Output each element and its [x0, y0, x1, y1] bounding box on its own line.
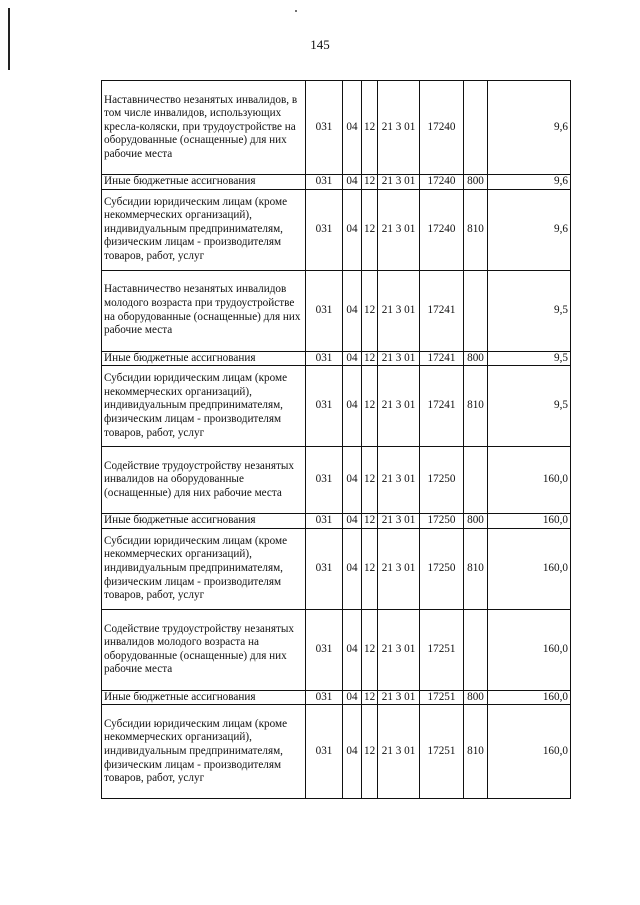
row-name-cell: Субсидии юридическим лицам (кроме некоммерческих организаций), индивидуальным предпринимателям, физическим лицам - производителям товаров, работ, услуг — [102, 528, 306, 609]
direction-code-cell: 17240 — [420, 175, 464, 190]
direction-code-cell: 17251 — [420, 609, 464, 690]
ministry-code-cell: 031 — [306, 609, 343, 690]
expense-type-cell: 810 — [464, 705, 488, 799]
expense-type-cell — [464, 270, 488, 351]
amount-cell: 9,6 — [488, 175, 571, 190]
table-row — [102, 81, 571, 175]
direction-code-cell: 17250 — [420, 528, 464, 609]
table-row — [102, 609, 571, 690]
section-code-cell: 04 — [343, 609, 362, 690]
amount-cell: 160,0 — [488, 705, 571, 799]
row-name-cell: Наставничество незанятых инвалидов, в том числе инвалидов, использующих кресла-коляски, при трудоустройстве на оборудованные (оснащенные) для них рабочие места — [102, 81, 306, 175]
section-code-cell: 04 — [343, 270, 362, 351]
expense-type-cell — [464, 609, 488, 690]
ministry-code-cell: 031 — [306, 189, 343, 270]
ministry-code-cell: 031 — [306, 528, 343, 609]
direction-code-cell: 17250 — [420, 514, 464, 529]
amount-cell: 160,0 — [488, 609, 571, 690]
direction-code-cell: 17240 — [420, 189, 464, 270]
amount-cell: 9,6 — [488, 81, 571, 175]
table-row — [102, 447, 571, 514]
page-number: 145 — [310, 37, 330, 52]
amount-cell: 160,0 — [488, 514, 571, 529]
program-code-cell: 21 3 01 — [378, 447, 420, 514]
section-code-cell: 04 — [343, 366, 362, 447]
section-code-cell: 04 — [343, 514, 362, 529]
row-name-cell: Наставничество незанятых инвалидов молодого возраста при трудоустройстве на оборудованные (оснащенные) для них рабочие места — [102, 270, 306, 351]
expense-type-cell: 810 — [464, 528, 488, 609]
ministry-code-cell: 031 — [306, 175, 343, 190]
expense-type-cell: 800 — [464, 351, 488, 366]
subsection-code-cell: 12 — [362, 705, 378, 799]
table-row — [102, 690, 571, 705]
subsection-code-cell: 12 — [362, 175, 378, 190]
subsection-code-cell: 12 — [362, 514, 378, 529]
program-code-cell: 21 3 01 — [378, 366, 420, 447]
expense-type-cell: 800 — [464, 690, 488, 705]
direction-code-cell: 17251 — [420, 705, 464, 799]
amount-cell: 160,0 — [488, 690, 571, 705]
amount-cell: 9,5 — [488, 270, 571, 351]
table-row — [102, 514, 571, 529]
row-name-cell: Содействие трудоустройству незанятых инвалидов молодого возраста на оборудованные (оснащенные) для них рабочие места — [102, 609, 306, 690]
subsection-code-cell: 12 — [362, 189, 378, 270]
direction-code-cell: 17250 — [420, 447, 464, 514]
row-name-cell: Субсидии юридическим лицам (кроме некоммерческих организаций), индивидуальным предпринимателям, физическим лицам - производителям товаров, работ, услуг — [102, 366, 306, 447]
program-code-cell: 21 3 01 — [378, 81, 420, 175]
subsection-code-cell: 12 — [362, 690, 378, 705]
program-code-cell: 21 3 01 — [378, 609, 420, 690]
ministry-code-cell: 031 — [306, 81, 343, 175]
program-code-cell: 21 3 01 — [378, 270, 420, 351]
row-name-cell: Содействие трудоустройству незанятых инвалидов на оборудованные (оснащенные) для них рабочие места — [102, 447, 306, 514]
direction-code-cell: 17241 — [420, 351, 464, 366]
section-code-cell: 04 — [343, 528, 362, 609]
amount-cell: 9,5 — [488, 351, 571, 366]
section-code-cell: 04 — [343, 690, 362, 705]
ministry-code-cell: 031 — [306, 351, 343, 366]
subsection-code-cell: 12 — [362, 81, 378, 175]
program-code-cell: 21 3 01 — [378, 175, 420, 190]
row-name-cell: Иные бюджетные ассигнования — [102, 175, 306, 190]
table-row — [102, 270, 571, 351]
subsection-code-cell: 12 — [362, 447, 378, 514]
direction-code-cell: 17240 — [420, 81, 464, 175]
ministry-code-cell: 031 — [306, 690, 343, 705]
direction-code-cell: 17241 — [420, 366, 464, 447]
ministry-code-cell: 031 — [306, 514, 343, 529]
program-code-cell: 21 3 01 — [378, 514, 420, 529]
row-name-cell: Иные бюджетные ассигнования — [102, 514, 306, 529]
row-name-cell: Субсидии юридическим лицам (кроме некоммерческих организаций), индивидуальным предпринимателям, физическим лицам - производителям товаров, работ, услуг — [102, 705, 306, 799]
section-code-cell: 04 — [343, 81, 362, 175]
direction-code-cell: 17251 — [420, 690, 464, 705]
section-code-cell: 04 — [343, 705, 362, 799]
section-code-cell: 04 — [343, 351, 362, 366]
ministry-code-cell: 031 — [306, 447, 343, 514]
subsection-code-cell: 12 — [362, 270, 378, 351]
program-code-cell: 21 3 01 — [378, 189, 420, 270]
scan-dust-dot — [295, 10, 297, 12]
subsection-code-cell: 12 — [362, 351, 378, 366]
expense-type-cell: 800 — [464, 175, 488, 190]
section-code-cell: 04 — [343, 175, 362, 190]
table-row — [102, 351, 571, 366]
table-row — [102, 528, 571, 609]
direction-code-cell: 17241 — [420, 270, 464, 351]
ministry-code-cell: 031 — [306, 270, 343, 351]
amount-cell: 9,5 — [488, 366, 571, 447]
expense-type-cell — [464, 81, 488, 175]
ministry-code-cell: 031 — [306, 366, 343, 447]
subsection-code-cell: 12 — [362, 609, 378, 690]
table-body — [102, 81, 571, 799]
table-row — [102, 175, 571, 190]
program-code-cell: 21 3 01 — [378, 351, 420, 366]
table-row — [102, 705, 571, 799]
subsection-code-cell: 12 — [362, 528, 378, 609]
row-name-cell: Иные бюджетные ассигнования — [102, 690, 306, 705]
section-code-cell: 04 — [343, 447, 362, 514]
section-code-cell: 04 — [343, 189, 362, 270]
row-name-cell: Субсидии юридическим лицам (кроме некоммерческих организаций), индивидуальным предпринимателям, физическим лицам - производителям товаров, работ, услуг — [102, 189, 306, 270]
budget-table — [101, 80, 571, 799]
subsection-code-cell: 12 — [362, 366, 378, 447]
table-row — [102, 189, 571, 270]
expense-type-cell: 810 — [464, 189, 488, 270]
program-code-cell: 21 3 01 — [378, 705, 420, 799]
program-code-cell: 21 3 01 — [378, 528, 420, 609]
program-code-cell: 21 3 01 — [378, 690, 420, 705]
amount-cell: 160,0 — [488, 447, 571, 514]
expense-type-cell — [464, 447, 488, 514]
amount-cell: 9,6 — [488, 189, 571, 270]
amount-cell: 160,0 — [488, 528, 571, 609]
expense-type-cell: 810 — [464, 366, 488, 447]
table-row — [102, 366, 571, 447]
row-name-cell: Иные бюджетные ассигнования — [102, 351, 306, 366]
ministry-code-cell: 031 — [306, 705, 343, 799]
expense-type-cell: 800 — [464, 514, 488, 529]
